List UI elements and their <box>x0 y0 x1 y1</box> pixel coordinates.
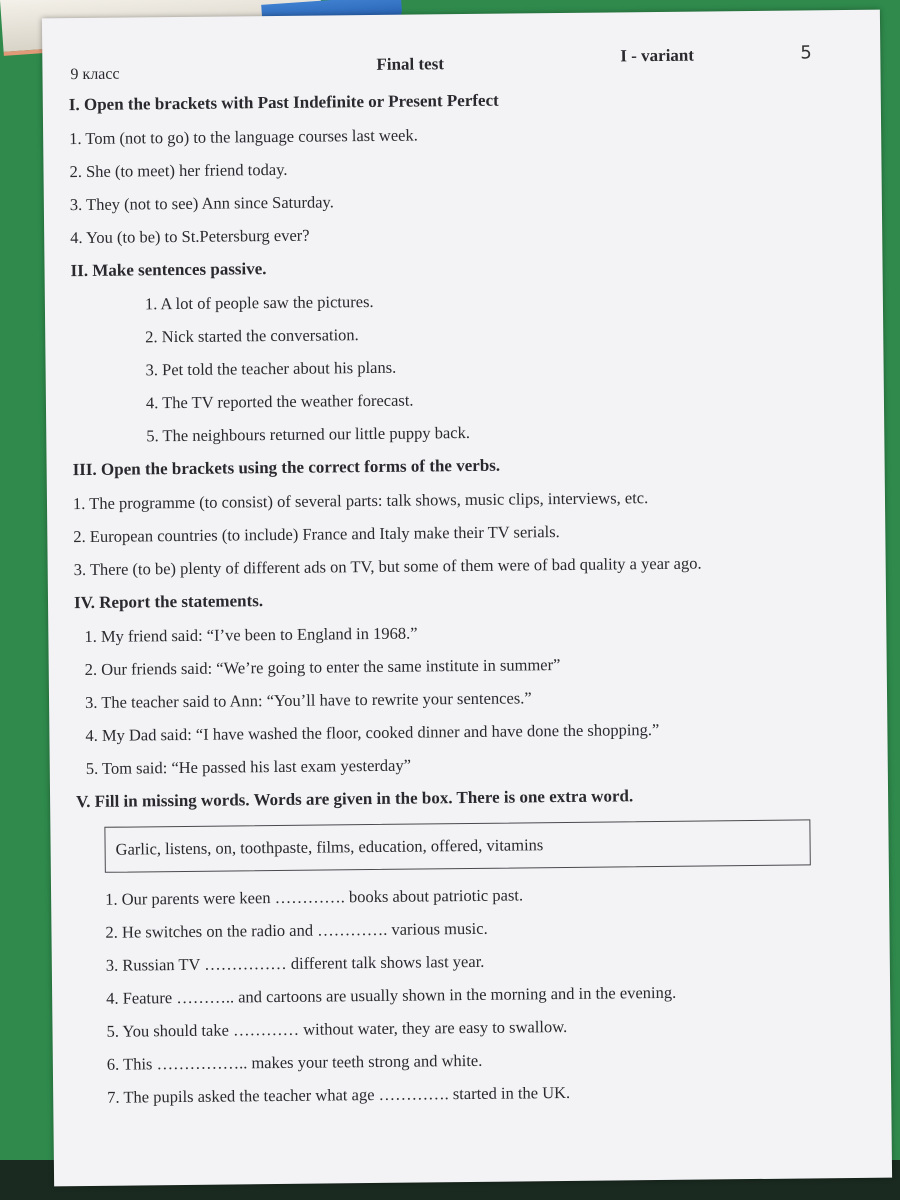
section-4-item: 1. My friend said: “I’ve been to England in 1968.” <box>84 623 418 647</box>
section-1-heading: I. Open the brackets with Past Indefinite or Present Perfect <box>68 90 499 115</box>
grade-label: 9 класс <box>70 65 120 84</box>
section-4-item: 4. My Dad said: “I have washed the floor, cooked dinner and have done the shopping.” <box>85 719 660 746</box>
section-1-item: 4. You (to be) to St.Petersburg ever? <box>70 225 310 248</box>
section-2-item: 2. Nick started the conversation. <box>145 325 359 347</box>
test-title: Final test <box>376 54 445 74</box>
section-5-item: 3. Russian TV …………… different talk shows last year. <box>105 951 485 975</box>
section-3-item: 2. European countries (to include) France and Italy make their TV serials. <box>73 522 560 547</box>
word-box: Garlic, listens, on, toothpaste, films, education, offered, vitamins <box>104 819 810 872</box>
section-5-item: 2. He switches on the radio and …………. various music. <box>105 918 488 942</box>
section-5-item: 5. You should take ………… without water, they are easy to swallow. <box>106 1016 568 1041</box>
section-3-item: 3. There (to be) plenty of different ads on TV, but some of them were of bad quality a year ago. <box>73 553 702 580</box>
handwritten-mark: 5 <box>800 42 812 64</box>
section-5-item: 1. Our parents were keen …………. books about patriotic past. <box>105 885 524 909</box>
section-1-item: 1. Tom (not to go) to the language courses last week. <box>69 125 418 149</box>
section-4-item: 2. Our friends said: “We’re going to enter the same institute in summer” <box>84 655 561 680</box>
variant-label: I - variant <box>620 45 695 66</box>
section-4-item: 5. Tom said: “He passed his last exam yesterday” <box>85 755 412 779</box>
test-sheet <box>42 10 892 1187</box>
section-5-item: 4. Feature ……….. and cartoons are usually shown in the morning and in the evening. <box>106 982 677 1008</box>
section-5-item: 6. This …………….. makes your teeth strong and white. <box>106 1050 483 1074</box>
section-1-item: 2. She (to meet) her friend today. <box>69 159 288 182</box>
section-1-item: 3. They (not to see) Ann since Saturday. <box>69 192 334 215</box>
section-2-heading: II. Make sentences passive. <box>70 259 267 281</box>
section-4-heading: IV. Report the statements. <box>73 591 264 613</box>
section-4-item: 3. The teacher said to Ann: “You’ll have to rewrite your sentences.” <box>84 688 532 713</box>
section-2-item: 5. The neighbours returned our little puppy back. <box>146 422 471 446</box>
section-2-item: 3. Pet told the teacher about his plans. <box>145 357 397 380</box>
section-2-item: 4. The TV reported the weather forecast. <box>145 390 414 413</box>
section-5-item: 7. The pupils asked the teacher what age …………. started in the UK. <box>107 1082 571 1107</box>
section-3-heading: III. Open the brackets using the correct forms of the verbs. <box>72 455 501 480</box>
section-2-item: 1. A lot of people saw the pictures. <box>144 291 374 314</box>
section-5-heading: V. Fill in missing words. Words are given in the box. There is one extra word. <box>76 786 634 812</box>
test-content <box>69 80 870 1114</box>
section-3-item: 1. The programme (to consist) of several parts: talk shows, music clips, interviews, etc. <box>72 488 649 514</box>
